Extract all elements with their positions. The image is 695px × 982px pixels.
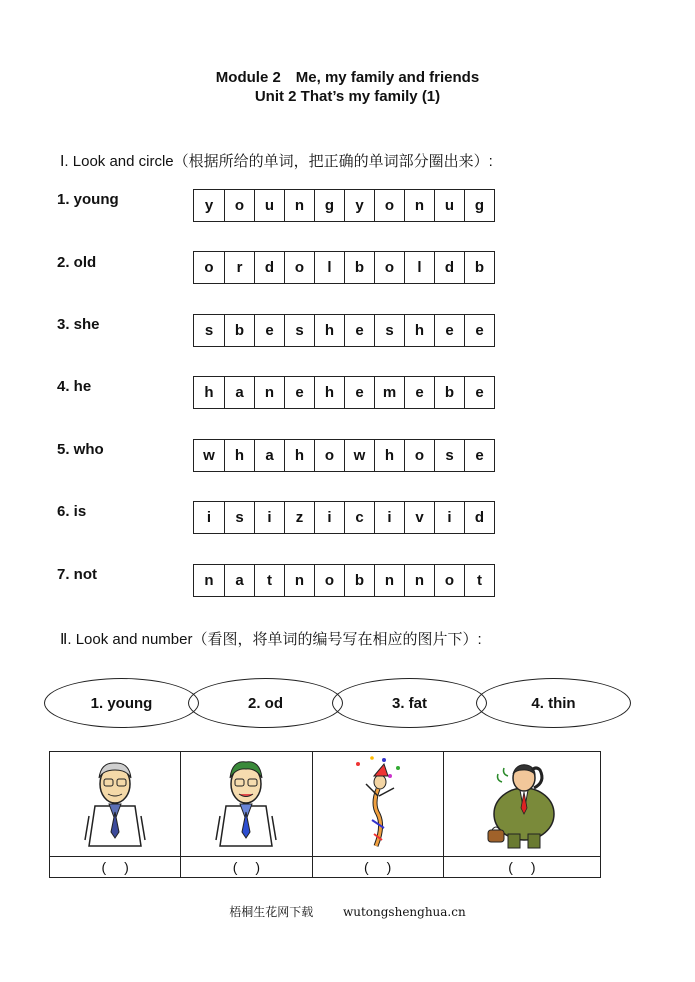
letter-cell[interactable]: h bbox=[315, 377, 345, 408]
letter-cell[interactable]: e bbox=[465, 377, 495, 408]
answer-blank[interactable]: ( ) bbox=[312, 857, 443, 878]
picture-cell bbox=[312, 752, 443, 857]
letter-grid bbox=[193, 501, 495, 534]
letter-cell[interactable]: i bbox=[375, 502, 405, 533]
letter-grid bbox=[193, 314, 495, 347]
letter-cell[interactable]: s bbox=[285, 315, 315, 346]
letter-cell[interactable]: y bbox=[194, 190, 225, 221]
word-option-thin[interactable]: 4. thin bbox=[476, 678, 631, 728]
picture-table bbox=[49, 751, 601, 878]
letter-cell[interactable]: h bbox=[405, 315, 435, 346]
letter-cell[interactable]: n bbox=[405, 190, 435, 221]
answer-blank[interactable]: ( ) bbox=[50, 857, 181, 878]
letter-cell[interactable]: e bbox=[255, 315, 285, 346]
letter-cell[interactable]: t bbox=[255, 565, 285, 596]
letter-cell[interactable]: a bbox=[225, 377, 255, 408]
letter-cell[interactable]: o bbox=[315, 440, 345, 471]
letter-cell[interactable]: e bbox=[465, 440, 495, 471]
word-option-young[interactable]: 1. young bbox=[44, 678, 199, 728]
letter-cell[interactable]: o bbox=[225, 190, 255, 221]
letter-cell[interactable]: a bbox=[225, 565, 255, 596]
old-doctor-icon bbox=[75, 754, 155, 850]
letter-cell[interactable]: e bbox=[435, 315, 465, 346]
letter-grid bbox=[193, 189, 495, 222]
letter-cell[interactable]: n bbox=[375, 565, 405, 596]
letter-cell[interactable]: b bbox=[225, 315, 255, 346]
letter-cell[interactable]: n bbox=[285, 190, 315, 221]
letter-cell[interactable]: s bbox=[435, 440, 465, 471]
word-label: 5. who bbox=[57, 441, 104, 458]
letter-grid bbox=[193, 439, 495, 472]
letter-cell[interactable]: n bbox=[285, 565, 315, 596]
word-option-old[interactable]: 2. od bbox=[188, 678, 343, 728]
letter-cell[interactable]: i bbox=[435, 502, 465, 533]
letter-cell[interactable]: g bbox=[315, 190, 345, 221]
letter-cell[interactable]: c bbox=[345, 502, 375, 533]
thin-clown-icon bbox=[338, 754, 418, 850]
letter-cell[interactable]: u bbox=[435, 190, 465, 221]
letter-cell[interactable]: u bbox=[255, 190, 285, 221]
letter-cell[interactable]: s bbox=[375, 315, 405, 346]
footer-site-url[interactable]: wutongshenghua.cn bbox=[342, 905, 466, 919]
footer bbox=[0, 903, 695, 920]
letter-cell[interactable]: o bbox=[194, 252, 225, 283]
picture-cell bbox=[443, 752, 600, 857]
letter-cell[interactable]: d bbox=[435, 252, 465, 283]
letter-cell[interactable]: h bbox=[194, 377, 225, 408]
letter-cell[interactable]: n bbox=[255, 377, 285, 408]
unit-title: Unit 2 That’s my family (1) bbox=[254, 88, 441, 105]
letter-cell[interactable]: o bbox=[315, 565, 345, 596]
word-label: 1. young bbox=[57, 191, 119, 208]
answer-blank[interactable]: ( ) bbox=[181, 857, 312, 878]
letter-cell[interactable]: h bbox=[315, 315, 345, 346]
word-label: 7. not bbox=[57, 566, 97, 583]
word-label: 2. old bbox=[57, 254, 97, 271]
letter-cell[interactable]: l bbox=[315, 252, 345, 283]
letter-grid bbox=[193, 376, 495, 409]
letter-cell[interactable]: y bbox=[345, 190, 375, 221]
letter-cell[interactable]: h bbox=[285, 440, 315, 471]
word-option-fat[interactable]: 3. fat bbox=[332, 678, 487, 728]
letter-cell[interactable]: n bbox=[405, 565, 435, 596]
letter-cell[interactable]: a bbox=[255, 440, 285, 471]
letter-cell[interactable]: e bbox=[405, 377, 435, 408]
letter-cell[interactable]: z bbox=[285, 502, 315, 533]
letter-cell[interactable]: d bbox=[255, 252, 285, 283]
fat-man-icon bbox=[474, 754, 570, 850]
word-label: 6. is bbox=[57, 503, 87, 520]
word-label: 3. she bbox=[57, 316, 100, 333]
letter-grid bbox=[193, 251, 495, 284]
answer-blank[interactable]: ( ) bbox=[443, 857, 600, 878]
letter-cell[interactable]: s bbox=[194, 315, 225, 346]
letter-cell[interactable]: d bbox=[465, 502, 495, 533]
letter-cell[interactable]: w bbox=[345, 440, 375, 471]
letter-cell[interactable]: o bbox=[375, 252, 405, 283]
letter-cell[interactable]: b bbox=[345, 252, 375, 283]
letter-cell[interactable]: b bbox=[435, 377, 465, 408]
letter-cell[interactable]: b bbox=[465, 252, 495, 283]
letter-grid bbox=[193, 564, 495, 597]
word-label: 4. he bbox=[57, 378, 92, 395]
letter-cell[interactable]: b bbox=[345, 565, 375, 596]
letter-cell[interactable]: n bbox=[194, 565, 225, 596]
letter-cell[interactable]: m bbox=[375, 377, 405, 408]
letter-cell[interactable]: s bbox=[225, 502, 255, 533]
letter-cell[interactable]: t bbox=[465, 565, 495, 596]
letter-cell[interactable]: o bbox=[285, 252, 315, 283]
footer-site-name: 梧桐生花网下载 bbox=[229, 905, 314, 919]
letter-cell[interactable]: i bbox=[194, 502, 225, 533]
young-doctor-icon bbox=[206, 754, 286, 850]
letter-cell[interactable]: i bbox=[315, 502, 345, 533]
letter-cell[interactable]: e bbox=[465, 315, 495, 346]
letter-cell[interactable]: h bbox=[225, 440, 255, 471]
section2-title: Ⅱ. Look and number（看图，将单词的编号写在相应的图片下）: bbox=[60, 631, 482, 648]
letter-cell[interactable]: w bbox=[194, 440, 225, 471]
section1-title: Ⅰ. Look and circle（根据所给的单词，把正确的单词部分圈出来）: bbox=[60, 153, 493, 170]
letter-cell[interactable]: h bbox=[375, 440, 405, 471]
picture-cell bbox=[50, 752, 181, 857]
letter-cell[interactable]: i bbox=[255, 502, 285, 533]
letter-cell[interactable]: r bbox=[225, 252, 255, 283]
letter-cell[interactable]: g bbox=[465, 190, 495, 221]
letter-cell[interactable]: o bbox=[405, 440, 435, 471]
letter-cell[interactable]: e bbox=[345, 377, 375, 408]
picture-cell bbox=[181, 752, 312, 857]
letter-cell[interactable]: l bbox=[405, 252, 435, 283]
module-title: Module 2 Me, my family and friends bbox=[215, 69, 480, 86]
letter-cell[interactable]: o bbox=[435, 565, 465, 596]
letter-cell[interactable]: e bbox=[345, 315, 375, 346]
letter-cell[interactable]: o bbox=[375, 190, 405, 221]
letter-cell[interactable]: e bbox=[285, 377, 315, 408]
letter-cell[interactable]: v bbox=[405, 502, 435, 533]
